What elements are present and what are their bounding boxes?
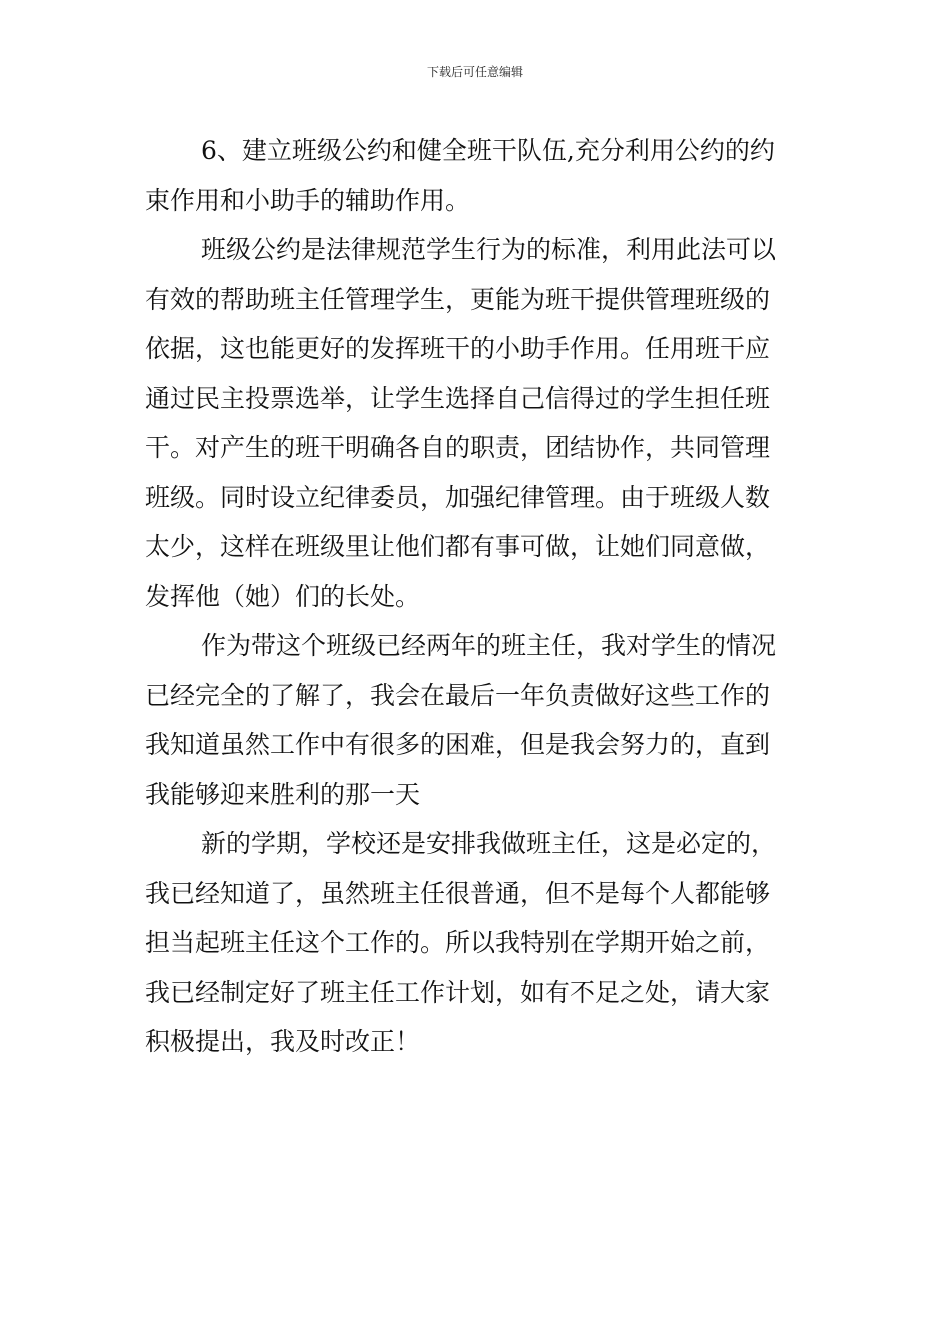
paragraph-line: 已经完全的了解了，我会在最后一年负责做好这些工作的 — [145, 680, 771, 710]
paragraph-line: 班级公约是法律规范学生行为的标准，利用此法可以 — [201, 235, 777, 264]
paragraph-line: 我知道虽然工作中有很多的困难，但是我会努力的，直到 — [145, 730, 771, 759]
paragraph-3 — [145, 621, 807, 819]
paragraph-line: 干。对产生的班干明确各自的职责，团结协作，共同管理 — [145, 433, 771, 462]
paragraph-line: 新的学期，学校还是安排我做班主任，这是必定的， — [201, 829, 777, 858]
paragraph-line: 通过民主投票选举，让学生选择自己信得过的学生担任班 — [145, 383, 771, 413]
paragraph-line: 我已经制定好了班主任工作计划，如有不足之处，请大家 — [145, 977, 771, 1007]
paragraph-1 — [145, 126, 807, 225]
paragraph-line: 担当起班主任这个工作的。所以我特别在学期开始之前， — [145, 928, 771, 957]
paragraph-line: 作为带这个班级已经两年的班主任，我对学生的情况 — [201, 631, 777, 660]
paragraph-line: 积极提出，我及时改正！ — [145, 1027, 421, 1056]
paragraph-line: 依据，这也能更好的发挥班干的小助手作用。任用班干应 — [145, 334, 771, 363]
paragraph-line: 我能够迎来胜利的那一天 — [145, 779, 421, 809]
paragraph-line: 我已经知道了，虽然班主任很普通，但不是每个人都能够 — [145, 878, 771, 908]
paragraph-line: 太少，这样在班级里让他们都有事可做，让她们同意做， — [145, 532, 771, 561]
paragraph-line: 班级。同时设立纪律委员，加强纪律管理。由于班级人数 — [145, 482, 771, 512]
paragraph-line: 6、建立班级公约和健全班干队伍,充分利用公约的约 — [201, 136, 775, 165]
paragraph-2 — [145, 225, 807, 621]
page-header-note: 下载后可任意编辑 — [426, 65, 523, 79]
paragraph-line: 束作用和小助手的辅助作用。 — [145, 185, 471, 215]
paragraph-line: 有效的帮助班主任管理学生，更能为班干提供管理班级的 — [145, 284, 771, 314]
paragraph-line: 发挥他（她）们的长处。 — [145, 581, 421, 611]
paragraph-4 — [145, 819, 807, 1067]
document-body — [145, 126, 807, 1067]
